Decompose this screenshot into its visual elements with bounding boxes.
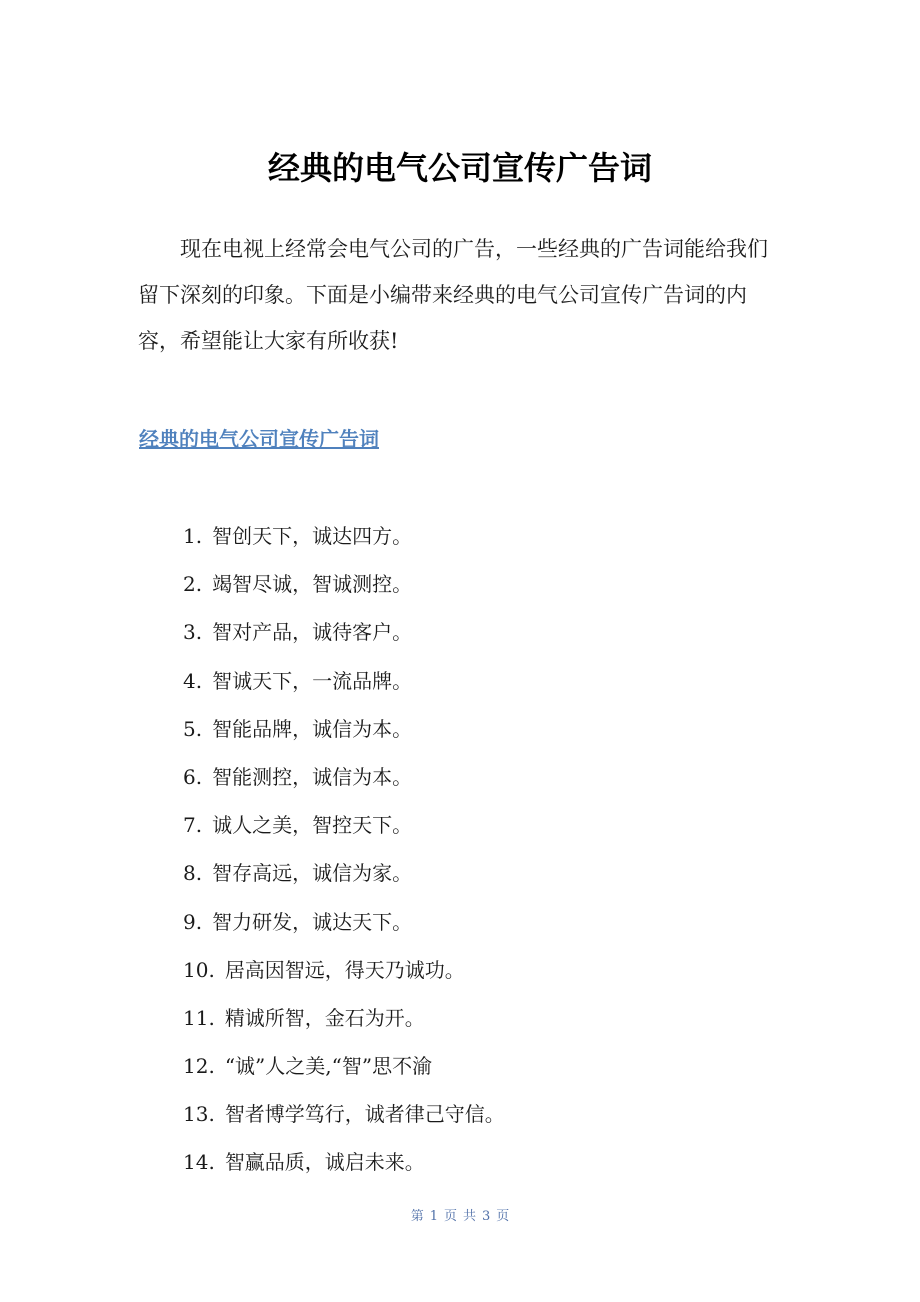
list-item-text: “诚”人之美,“智”思不渝 — [224, 1054, 433, 1079]
list-item-number: 4. — [183, 668, 203, 693]
list-item — [183, 657, 505, 705]
list-item-text: 诚人之美，智控天下。 — [212, 813, 413, 838]
list-item-number: 1. — [183, 524, 203, 548]
list-item-text: 智者博学笃行，诚者律己守信。 — [224, 1102, 505, 1127]
list-item-text: 智创天下，诚达四方。 — [212, 524, 413, 548]
list-item — [183, 753, 505, 801]
list-item — [183, 898, 505, 946]
list-item — [183, 1090, 505, 1138]
list-item-text: 智诚天下，一流品牌。 — [212, 668, 413, 693]
list-item-text: 智赢品质，诚启未来。 — [224, 1150, 425, 1175]
list-item — [183, 608, 505, 656]
page-label: 第 — [410, 1209, 424, 1224]
list-item-number: 10. — [183, 957, 215, 982]
page-footer — [0, 1206, 920, 1228]
list-item-number: 14. — [183, 1150, 215, 1175]
list-item-number: 7. — [183, 813, 203, 838]
list-item — [183, 560, 505, 608]
total-pages: 3 — [482, 1209, 491, 1224]
list-item-text: 精诚所智，金石为开。 — [224, 1005, 425, 1030]
list-item-number: 12. — [183, 1054, 215, 1079]
list-item-text: 智能品牌，诚信为本。 — [212, 716, 413, 741]
list-item-number: 5. — [183, 716, 203, 741]
slogan-list — [183, 512, 505, 1187]
list-item-number: 8. — [183, 861, 203, 886]
list-item-text: 智存高远，诚信为家。 — [212, 861, 413, 886]
list-item — [183, 801, 505, 849]
total-label: 共 — [463, 1209, 477, 1224]
list-item-number: 9. — [183, 909, 203, 934]
list-item-number: 11. — [183, 1005, 215, 1030]
list-item-number: 13. — [183, 1102, 215, 1127]
page-number: 1 — [429, 1209, 438, 1224]
list-item — [183, 705, 505, 753]
list-item-number: 6. — [183, 764, 203, 789]
total-unit: 页 — [496, 1209, 510, 1224]
list-item — [183, 1138, 505, 1186]
list-item-text: 竭智尽诚，智诚测控。 — [212, 572, 413, 597]
list-item — [183, 1042, 505, 1090]
list-item-text: 居高因智远，得天乃诚功。 — [224, 957, 465, 982]
list-item — [183, 946, 505, 994]
intro-paragraph: 现在电视上经常会电气公司的广告，一些经典的广告词能给我们留下深刻的印象。下面是小编带来经典的电气公司宣传广告词的内容，希望能让大家有所收获! — [138, 237, 768, 353]
section-heading-link[interactable]: 经典的电气公司宣传广告词 — [139, 427, 379, 451]
page-unit: 页 — [443, 1209, 457, 1224]
list-item — [183, 849, 505, 897]
list-item-number: 3. — [183, 620, 203, 645]
list-item — [183, 512, 505, 560]
list-item-text: 智能测控，诚信为本。 — [212, 764, 413, 789]
list-item — [183, 994, 505, 1042]
list-item-text: 智力研发，诚达天下。 — [212, 909, 413, 934]
page-title: 经典的电气公司宣传广告词 — [267, 149, 652, 187]
list-item-number: 2. — [183, 572, 203, 597]
list-item-text: 智对产品，诚待客户。 — [212, 620, 413, 645]
